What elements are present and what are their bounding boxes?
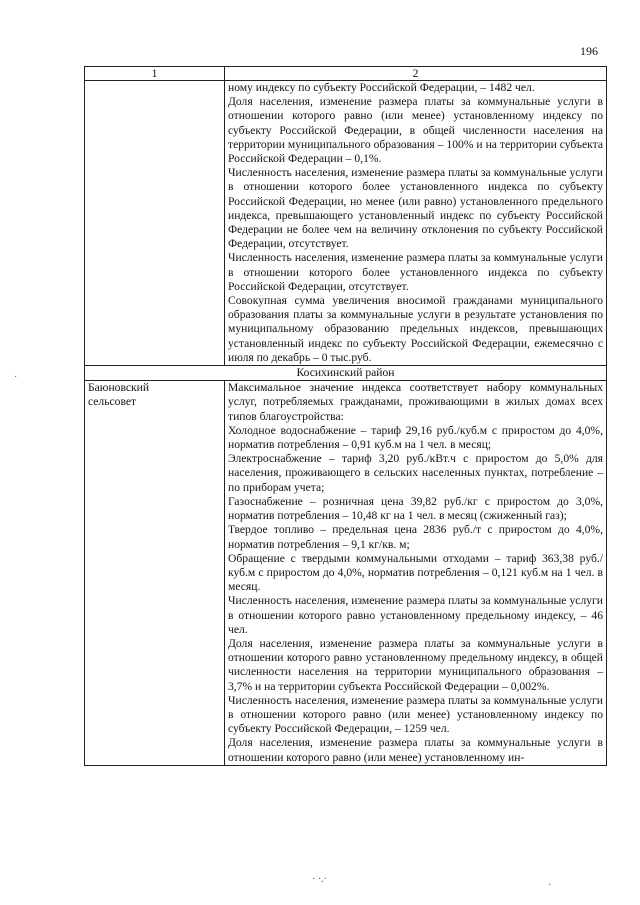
municipality-cell	[85, 381, 225, 765]
scan-artifact: · ·.·	[312, 874, 327, 885]
scan-artifact: ·	[14, 372, 18, 383]
paragraph: Твердое топливо – предельная цена 2836 руб./т с приростом до 4,0%, норматив потребления – 9,1 кг/кв. м;	[228, 523, 603, 551]
paragraph: Численность населения, изменение размера платы за коммунальные услуги в отношении которого равно (или менее) установленному индексу по субъекту Российской Федерации, – 1259 чел.	[228, 693, 603, 736]
document-table	[84, 66, 607, 766]
description-cell	[225, 381, 607, 765]
paragraph: Доля населения, изменение размера платы за коммунальные услуги в отношении которого равно установленному предельному индексу, в общей численности населения на территории муниципального образования – 3,7% и на территории субъекта Российской Федерации – 0,002%.	[228, 636, 603, 693]
table-header-row	[85, 67, 607, 81]
paragraph: Электроснабжение – тариф 3,20 руб./кВт.ч с приростом до 5,0% для населения, проживающего в сельских населенных пунктах, потребление – по приборам учета;	[228, 452, 603, 494]
column-number-1: 1	[85, 67, 225, 81]
paragraph: ному индексу по субъекту Российской Федерации, – 1482 чел.	[228, 81, 535, 94]
paragraph: Доля населения, изменение размера платы за коммунальные услуги в отношении которого равно (или менее) установленному индексу по субъекту Российской Федерации, в общей численности населения на территории муниципального образования – 100% и на территории субъекта Российской Федерации – 0,1%.	[228, 95, 603, 166]
scan-artifact: ·	[548, 880, 552, 891]
paragraph: Доля населения, изменение размера платы за коммунальные услуги в отношении которого равно (или менее) установленному ин-	[228, 736, 603, 764]
page-number: 196	[580, 44, 598, 58]
paragraph: Численность населения, изменение размера платы за коммунальные услуги в отношении которого равно установленному предельному индексу, – 46 чел.	[228, 594, 603, 636]
section-row	[85, 366, 607, 381]
table-row	[85, 81, 607, 366]
paragraph: Численность населения, изменение размера платы за коммунальные услуги в отношении которого более установленного индекса по субъекту Российской Федерации, отсутствует.	[228, 251, 603, 293]
paragraph: Обращение с твердыми коммунальными отходами – тариф 363,38 руб./куб.м с приростом до 4,0%, норматив потребления – 0,121 куб.м на 1 чел. в месяц.	[228, 551, 603, 594]
paragraph: Газоснабжение – розничная цена 39,82 руб./кг с приростом до 3,0%, норматив потребления – 10,48 кг на 1 чел. в месяц (сжиженный газ);	[228, 494, 603, 523]
district-title: Косихинский район	[85, 366, 607, 381]
paragraph: Холодное водоснабжение – тариф 29,16 руб./куб.м с приростом до 4,0%, норматив потребления – 0,91 куб.м на 1 чел. в месяц;	[228, 423, 603, 452]
paragraph: Максимальное значение индекса соответствует набору коммунальных услуг, потребляемых гражданами, проживающими в жилых домах всех типов благоустройства:	[228, 381, 603, 423]
paragraph: Численность населения, изменение размера платы за коммунальные услуги в отношении которого более установленного индекса по субъекту Российской Федерации, но менее (или равно) установленного предельного индекса, превышающего установленный индекс по субъекту Российской Федерации не более чем на величину отклонения по субъекту Российской Федерации, отсутствует.	[228, 166, 603, 251]
municipality-name-line: сельсовет	[88, 395, 137, 409]
municipality-name-line: Баюновский	[88, 381, 150, 395]
description-cell	[225, 81, 607, 366]
table-row	[85, 381, 607, 765]
paragraph: Совокупная сумма увеличения вносимой гражданами муниципального образования платы за коммунальные услуги в результате установления по муниципальному образованию предельных индексов, превышающих установленный индекс по субъекту Российской Федерации, ежемесячно с июля по декабрь – 0 тыс.руб.	[228, 294, 603, 364]
municipality-cell	[85, 81, 225, 366]
column-number-2: 2	[225, 67, 607, 81]
